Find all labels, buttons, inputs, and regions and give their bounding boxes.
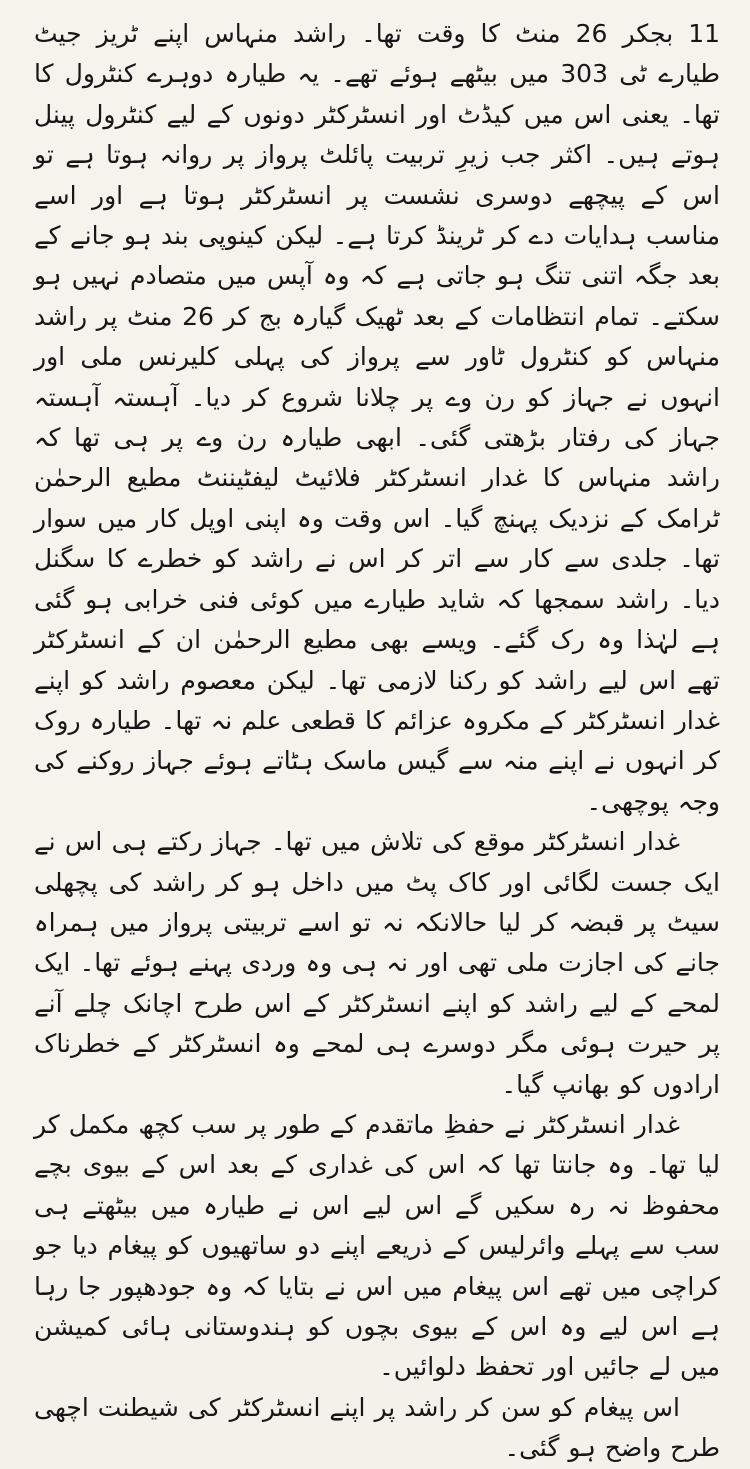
paragraph-3: غدار انسٹرکٹر نے حفظِ ماتقدم کے طور پر سب کچھ مکمل کر لیا تھا۔ وہ جانتا تھا کہ اس کی غداری کے بعد اس کے بیوی بچے محفوظ نہ رہ سکیں گے اس لیے اس نے طیارہ میں بیٹھتے ہی سب سے پہلے وائرلیس کے ذریعے اپنے دو ساتھیوں کو پیغام دیا جو کراچی میں تھے اس پیغام میں اس نے بتایا کہ وہ جودھپور جا رہا ہے اس لیے وہ اس کے بیوی بچوں کو ہندوستانی ہائی کمیشن میں لے جائیں اور تحفظ دلوائیں۔ xyxy=(34,1109,720,1382)
paragraph-4: اس پیغام کو سن کر راشد پر اپنے انسٹرکٹر کی شیطنت اچھی طرح واضح ہو گئی۔ xyxy=(34,1392,720,1463)
article-body xyxy=(34,14,720,1469)
paragraph-2: غدار انسٹرکٹر موقع کی تلاش میں تھا۔ جہاز رکتے ہی اس نے ایک جست لگائی اور کاک پٹ میں داخل ہو کر راشد کی پچھلی سیٹ پر قبضہ کر لیا حالانکہ نہ تو اسے تربیتی پرواز میں ہمراہ جانے کی اجازت ملی تھی اور نہ ہی وہ وردی پہنے ہوئے تھا۔ ایک لمحے کے لیے راشد کو اپنے انسٹرکٹر کے اس طرح اچانک چلے آنے پر حیرت ہوئی مگر دوسرے ہی لمحے وہ انسٹرکٹر کے خطرناک ارادوں کو بھانپ گیا۔ xyxy=(34,827,720,1099)
paragraph-1: 11 بجکر 26 منٹ کا وقت تھا۔ راشد منہاس اپنے ٹریز جیٹ طیارے ٹی 303 میں بیٹھے ہوئے تھے۔ یہ طیارہ دوہرے کنٹرول کا تھا۔ یعنی اس میں کیڈٹ اور انسٹرکٹر دونوں کے لیے کنٹرول پینل ہوتے ہیں۔ اکثر جب زیرِ تربیت پائلٹ پرواز پر روانہ ہوتا ہے تو اس کے پیچھے دوسری نشست پر انسٹرکٹر ہوتا ہے اور اسے مناسب ہدایات دے کر ٹرینڈ کرتا ہے۔ لیکن کینوپی بند ہو جانے کے بعد جگہ اتنی تنگ ہو جاتی ہے کہ وہ آپس میں متصادم نہیں ہو سکتے۔ تمام انتظامات کے بعد ٹھیک گیارہ بج کر 26 منٹ پر راشد منہاس کو کنٹرول ٹاور سے پرواز کی پہلی کلیرنس ملی اور انہوں نے جہاز کو رن وے پر چلانا شروع کر دیا۔ آہستہ آہستہ جہاز کی رفتار بڑھتی گئی۔ ابھی طیارہ رن وے پر ہی تھا کہ راشد منہاس کا غدار انسٹرکٹر فلائیٹ لیفٹیننٹ مطیع الرحمٰن ٹرامک کے نزدیک پہنچ گیا۔ اس وقت وہ اپنی اوپل کار میں سوار تھا۔ جلدی سے کار سے اتر کر اس نے راشد کو خطرے کا سگنل دیا۔ راشد سمجھا کہ شاید طیارے میں کوئی فنی خرابی ہو گئی ہے لہٰذا وہ رک گئے۔ ویسے بھی مطیع الرحمٰن ان کے انسٹرکٹر تھے اس لیے راشد کو رکنا لازمی تھا۔ لیکن معصوم راشد کو اپنے غدار انسٹرکٹر کے مکروہ عزائم کا قطعی علم نہ تھا۔ طیارہ روک کر انہوں نے اپنے منہ سے گیس ماسک ہٹاتے ہوئے جہاز روکنے کی وجہ پوچھی۔ xyxy=(34,19,721,816)
